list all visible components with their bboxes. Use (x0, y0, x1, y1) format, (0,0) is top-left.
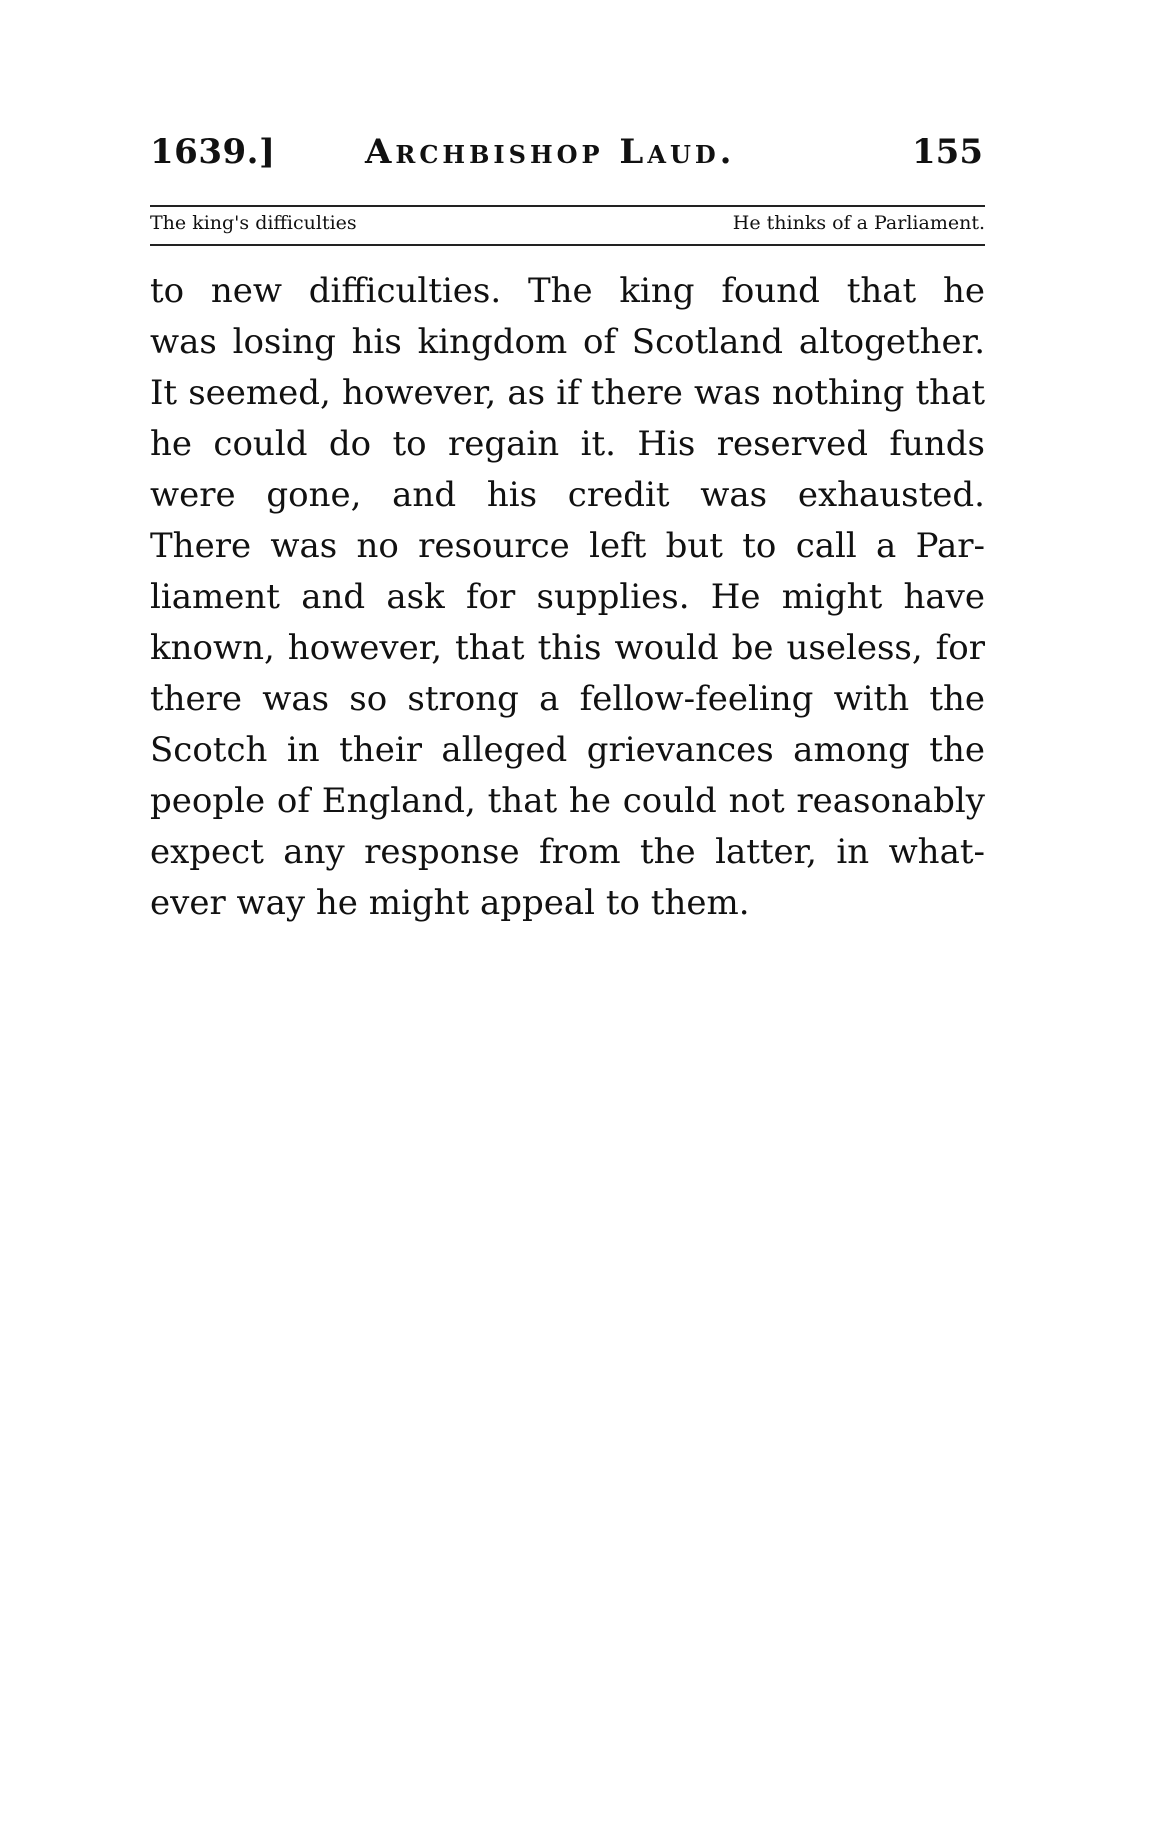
text-line: he could do to regain it. His reserved funds (150, 424, 985, 464)
text-line: There was no resource left but to call a Par- (150, 526, 985, 566)
header-rule-bottom (150, 244, 985, 246)
text-line: known, however, that this would be useless, for (150, 628, 985, 668)
header-rule-top (150, 205, 985, 207)
text-line: people of England, that he could not reasonably (150, 781, 985, 821)
body-paragraph (150, 266, 985, 929)
text-line: ever way he might appeal to them. (150, 883, 750, 923)
header-year: 1639.] (150, 132, 276, 172)
page-number: 155 (912, 132, 983, 172)
text-line: there was so strong a fellow-feeling with the (150, 679, 985, 719)
text-line: expect any response from the latter, in what- (150, 832, 985, 872)
text-line: Scotch in their alleged grievances among the (150, 730, 985, 770)
text-line: were gone, and his credit was exhausted. (150, 475, 985, 515)
header-title: Archbishop Laud. (365, 132, 736, 172)
text-line: It seemed, however, as if there was nothing that (150, 373, 985, 413)
text-line: liament and ask for supplies. He might have (150, 577, 985, 617)
text-line: to new difficulties. The king found that he (150, 271, 985, 311)
text-line: was losing his kingdom of Scotland altogether. (150, 322, 985, 362)
running-header (150, 132, 985, 184)
subhead-right: He thinks of a Parliament. (732, 212, 985, 234)
subhead-left: The king's difficulties (150, 212, 357, 234)
section-subheads (150, 212, 985, 242)
